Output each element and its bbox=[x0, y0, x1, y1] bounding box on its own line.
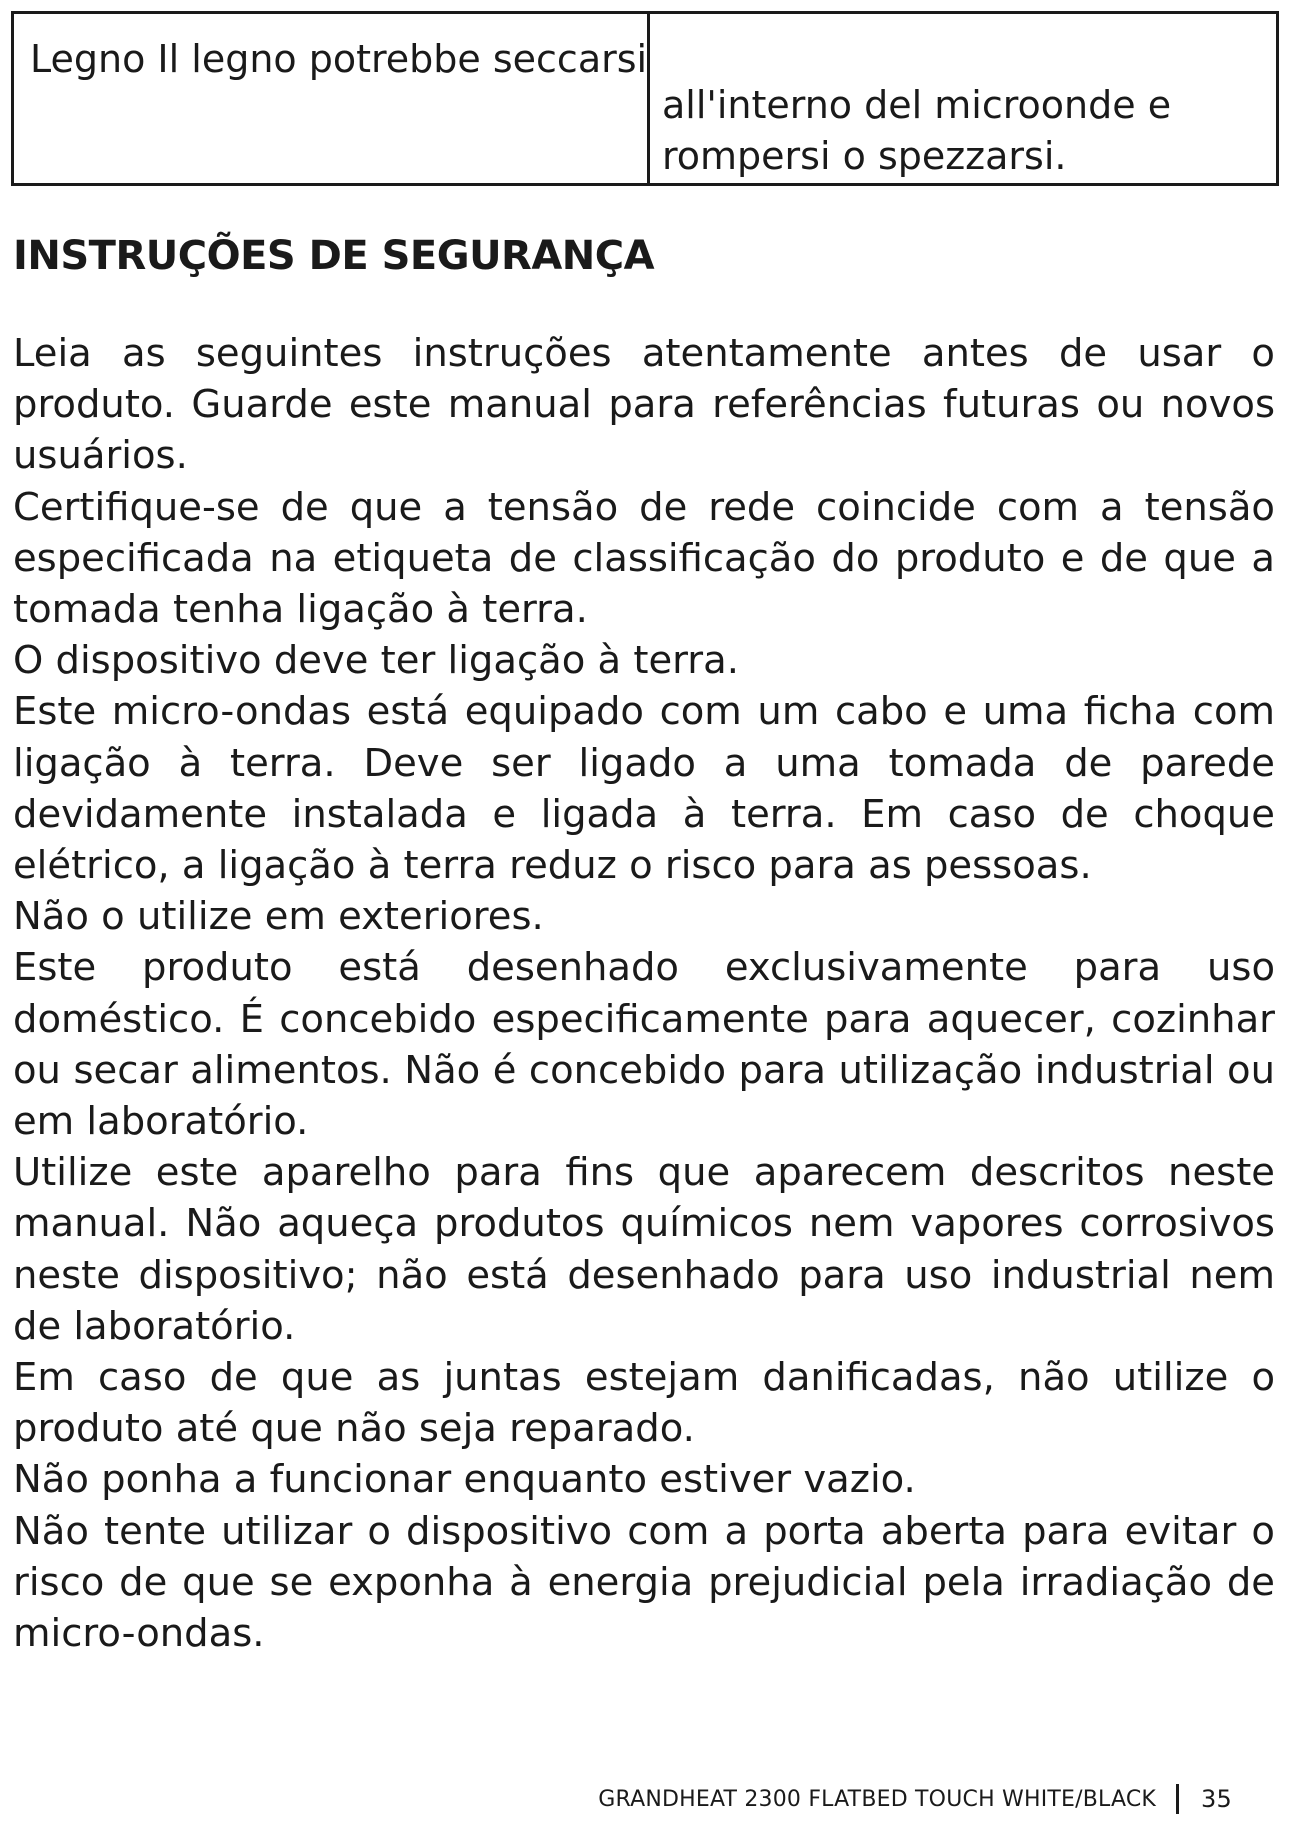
table-column-divider bbox=[647, 14, 650, 183]
footer-separator bbox=[1176, 1784, 1179, 1814]
paragraph: O dispositivo deve ter ligação à terra. bbox=[13, 638, 739, 684]
paragraph: Não tente utilizar o dispositivo com a porta aberta para evitar o risco de que se exponha à energia prejudicial pela irradiação de micro-ondas. bbox=[13, 1508, 1275, 1657]
table-right-cell bbox=[662, 80, 1171, 182]
footer-product-name: GRANDHEAT 2300 FLATBED TOUCH WHITE/BLACK bbox=[598, 1786, 1157, 1812]
section-title: INSTRUÇÕES DE SEGURANÇA bbox=[13, 233, 655, 279]
paragraph: Este micro-ondas está equipado com um cabo e uma ficha com ligação à terra. Deve ser ligado a uma tomada de parede devidamente instalada e ligada à terra. Em caso de choque elétrico, a ligação à terra reduz o risco para as pessoas. bbox=[13, 689, 1275, 889]
table-left-cell: Legno Il legno potrebbe seccarsi bbox=[30, 37, 648, 81]
page-footer bbox=[598, 1782, 1232, 1816]
table-right-cell-line: rompersi o spezzarsi. bbox=[662, 134, 1067, 178]
paragraph: Este produto está desenhado exclusivamente para uso doméstico. É concebido especificamente para aquecer, cozinhar ou secar alimentos. Não é concebido para utilização industrial ou em laboratório. bbox=[13, 945, 1275, 1145]
paragraph: Utilize este aparelho para fins que aparecem descritos neste manual. Não aqueça produtos químicos nem vapores corrosivos neste dispositivo; não está desenhado para uso industrial nem de laboratório. bbox=[13, 1150, 1275, 1349]
paragraph: Não ponha a funcionar enquanto estiver vazio. bbox=[13, 1457, 916, 1503]
paragraph: Certifique-se de que a tensão de rede coincide com a tensão especificada na etiqueta de classificação do produto e de que a tomada tenha ligação à terra. bbox=[13, 484, 1275, 633]
paragraph: Em caso de que as juntas estejam danificadas, não utilize o produto até que não seja reparado. bbox=[13, 1355, 1275, 1452]
paragraph: Não o utilize em exteriores. bbox=[13, 894, 544, 940]
safety-instructions bbox=[13, 328, 1275, 1659]
paragraph: Leia as seguintes instruções atentamente antes de usar o produto. Guarde este manual para referências futuras ou novos usuários. bbox=[13, 331, 1275, 479]
material-table bbox=[11, 11, 1279, 186]
table-right-cell-line: all'interno del microonde e bbox=[662, 83, 1172, 127]
page-number: 35 bbox=[1201, 1785, 1232, 1813]
